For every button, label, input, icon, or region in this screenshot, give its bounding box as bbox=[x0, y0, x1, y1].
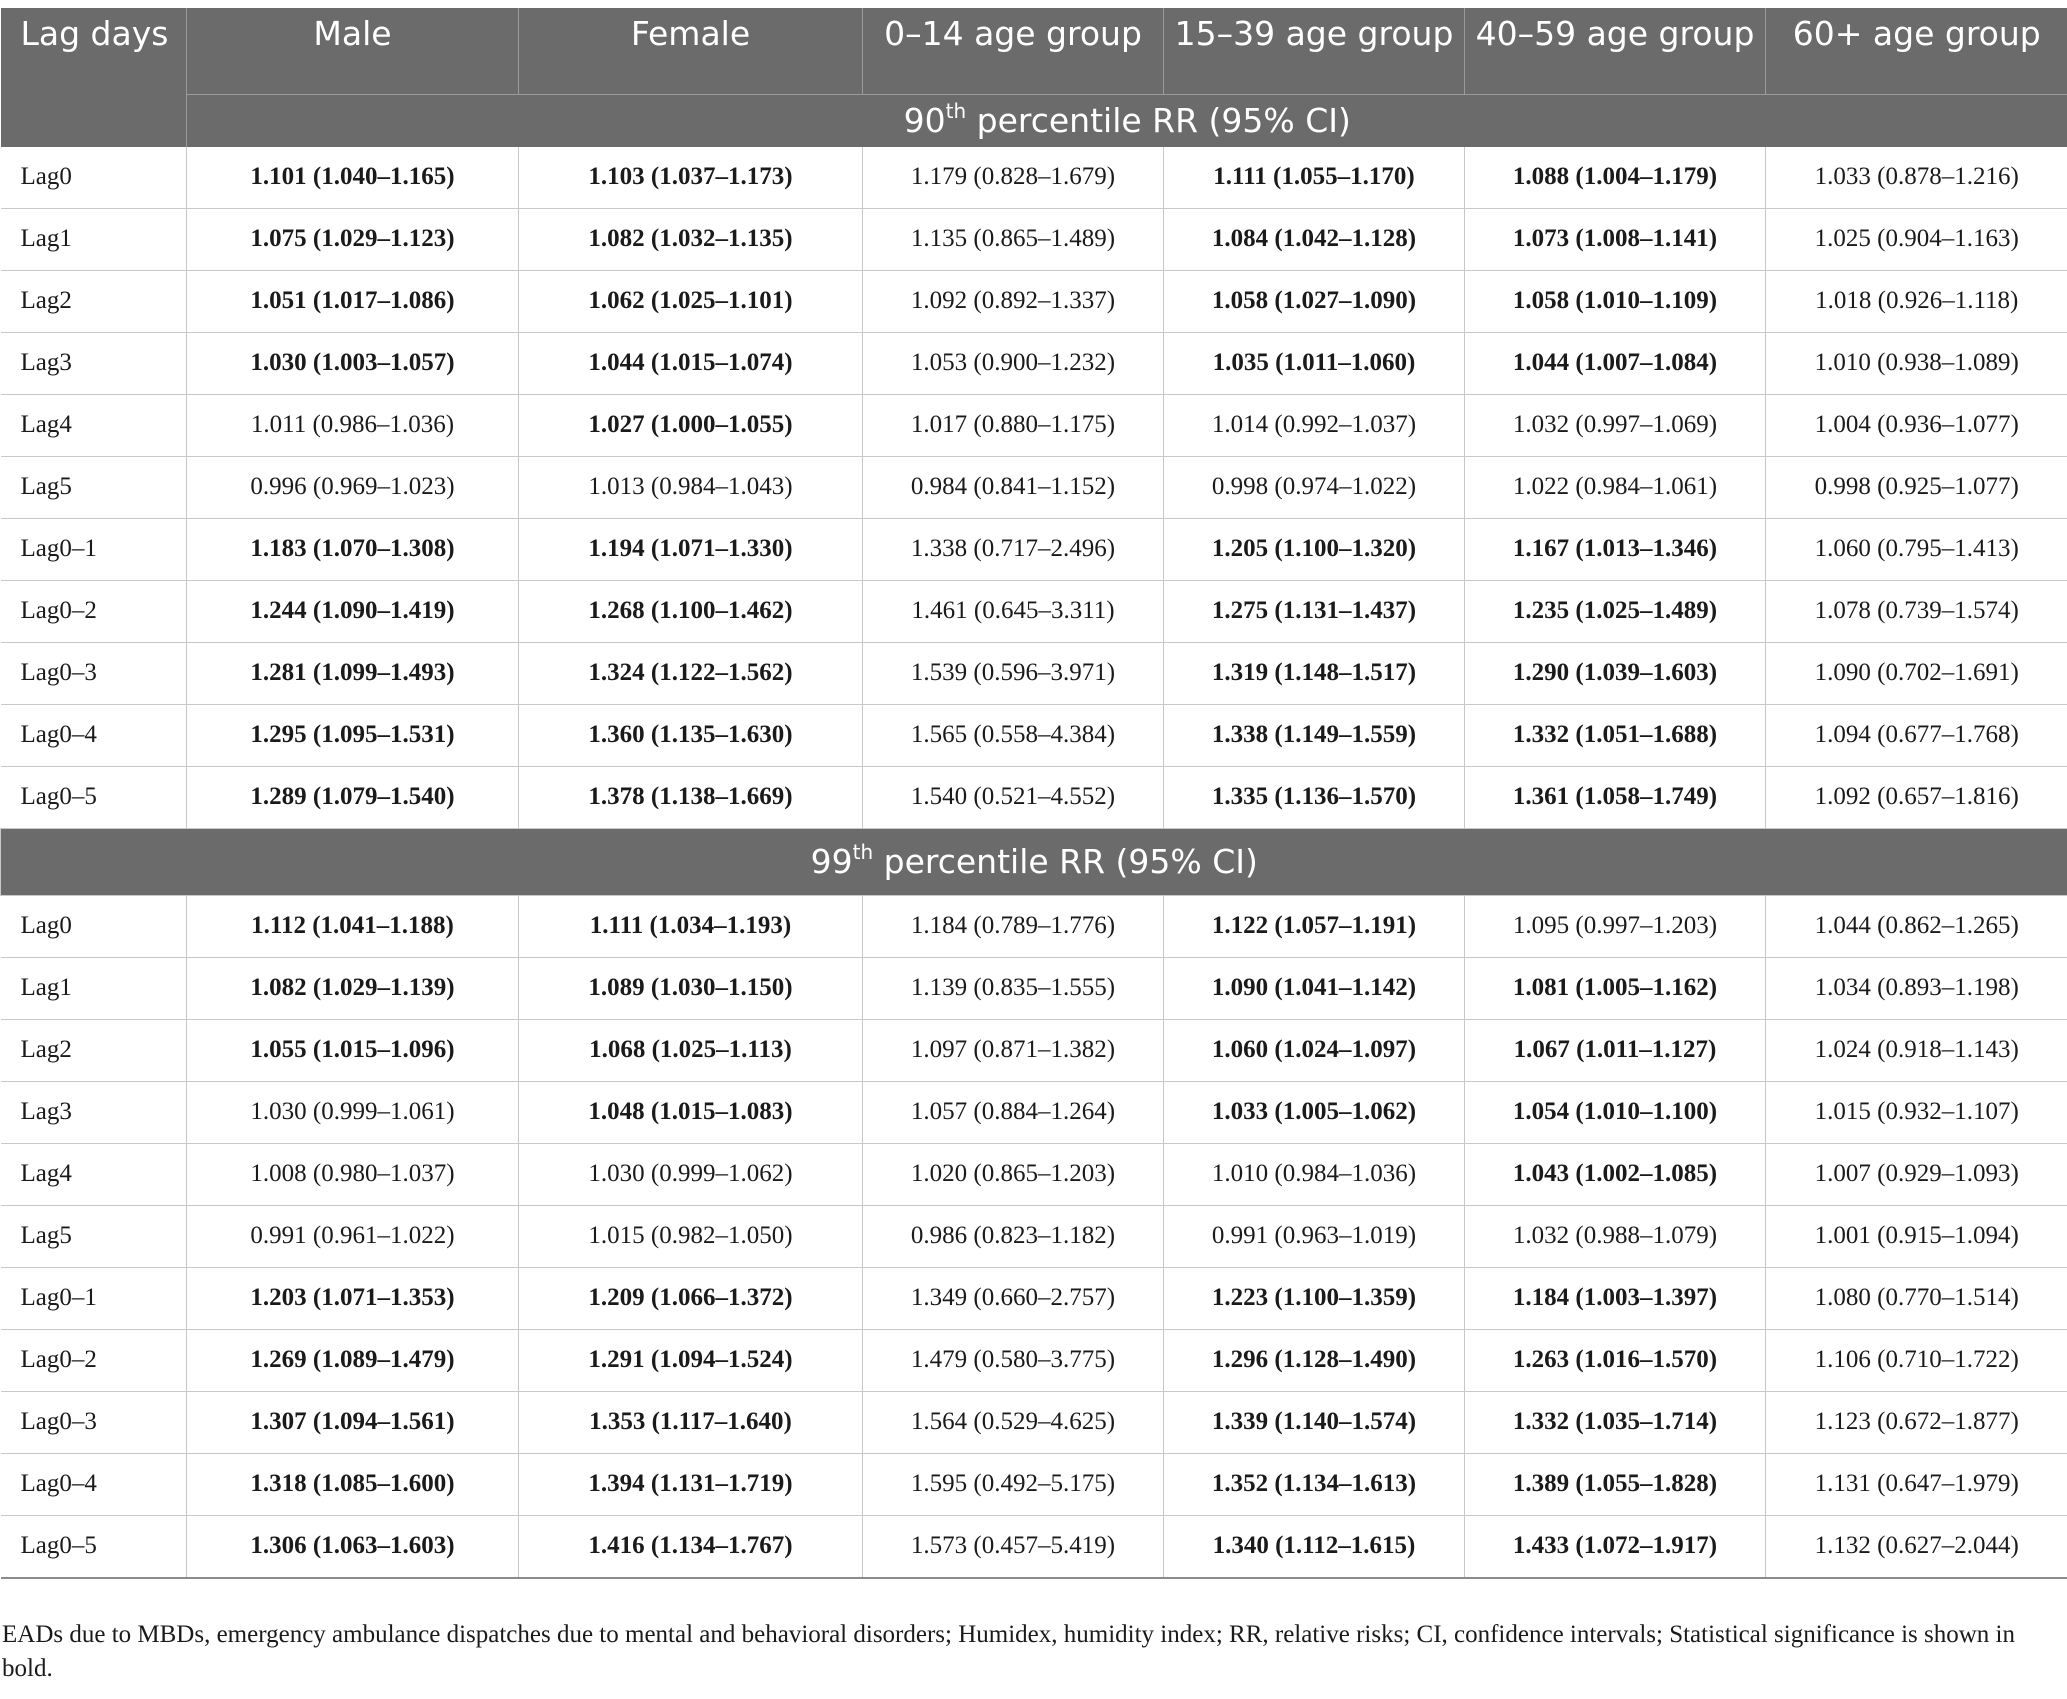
rr-cell: 1.097 (0.871–1.382) bbox=[863, 1019, 1164, 1081]
rr-cell: 1.318 (1.085–1.600) bbox=[187, 1453, 519, 1515]
table-row bbox=[1, 1019, 2067, 1081]
lag-cell: Lag3 bbox=[1, 332, 187, 394]
lag-cell: Lag0–3 bbox=[1, 642, 187, 704]
rr-cell: 1.324 (1.122–1.562) bbox=[519, 642, 863, 704]
rr-cell: 0.991 (0.961–1.022) bbox=[187, 1205, 519, 1267]
rr-cell: 0.986 (0.823–1.182) bbox=[863, 1205, 1164, 1267]
rr-cell: 1.433 (1.072–1.917) bbox=[1465, 1515, 1766, 1578]
table-row bbox=[1, 1205, 2067, 1267]
rr-cell: 1.080 (0.770–1.514) bbox=[1766, 1267, 2067, 1329]
rr-cell: 1.055 (1.015–1.096) bbox=[187, 1019, 519, 1081]
rr-cell: 1.043 (1.002–1.085) bbox=[1465, 1143, 1766, 1205]
results-table-container bbox=[0, 8, 2067, 1579]
lag-cell: Lag0–5 bbox=[1, 1515, 187, 1578]
rr-cell: 1.024 (0.918–1.143) bbox=[1766, 1019, 2067, 1081]
rr-cell: 1.205 (1.100–1.320) bbox=[1164, 518, 1465, 580]
rr-cell: 0.996 (0.969–1.023) bbox=[187, 456, 519, 518]
rr-cell: 1.295 (1.095–1.531) bbox=[187, 704, 519, 766]
rr-cell: 1.340 (1.112–1.615) bbox=[1164, 1515, 1465, 1578]
rr-cell: 1.595 (0.492–5.175) bbox=[863, 1453, 1164, 1515]
rr-cell: 1.082 (1.029–1.139) bbox=[187, 957, 519, 1019]
rr-cell: 1.004 (0.936–1.077) bbox=[1766, 394, 2067, 456]
rr-cell: 1.338 (0.717–2.496) bbox=[863, 518, 1164, 580]
table-row bbox=[1, 642, 2067, 704]
rr-cell: 1.058 (1.010–1.109) bbox=[1465, 270, 1766, 332]
header-female: Female bbox=[519, 8, 863, 94]
table-row bbox=[1, 1453, 2067, 1515]
header-age-40-59: 40–59 age group bbox=[1465, 8, 1766, 94]
rr-cell: 1.389 (1.055–1.828) bbox=[1465, 1453, 1766, 1515]
header-age-15-39: 15–39 age group bbox=[1164, 8, 1465, 94]
section-title-99th-prefix: 99 bbox=[810, 842, 853, 881]
section-90th-body bbox=[1, 147, 2067, 829]
rr-cell: 1.015 (0.932–1.107) bbox=[1766, 1081, 2067, 1143]
table-row bbox=[1, 1081, 2067, 1143]
rr-cell: 1.479 (0.580–3.775) bbox=[863, 1329, 1164, 1391]
rr-cell: 1.095 (0.997–1.203) bbox=[1465, 895, 1766, 957]
rr-cell: 1.564 (0.529–4.625) bbox=[863, 1391, 1164, 1453]
rr-cell: 1.014 (0.992–1.037) bbox=[1164, 394, 1465, 456]
rr-cell: 1.123 (0.672–1.877) bbox=[1766, 1391, 2067, 1453]
rr-cell: 1.090 (0.702–1.691) bbox=[1766, 642, 2067, 704]
rr-cell: 1.360 (1.135–1.630) bbox=[519, 704, 863, 766]
rr-cell: 1.084 (1.042–1.128) bbox=[1164, 208, 1465, 270]
rr-cell: 1.090 (1.041–1.142) bbox=[1164, 957, 1465, 1019]
rr-cell: 1.296 (1.128–1.490) bbox=[1164, 1329, 1465, 1391]
rr-cell: 1.378 (1.138–1.669) bbox=[519, 766, 863, 828]
lag-cell: Lag1 bbox=[1, 957, 187, 1019]
table-row bbox=[1, 895, 2067, 957]
rr-cell: 1.027 (1.000–1.055) bbox=[519, 394, 863, 456]
rr-cell: 1.183 (1.070–1.308) bbox=[187, 518, 519, 580]
rr-cell: 1.132 (0.627–2.044) bbox=[1766, 1515, 2067, 1578]
rr-cell: 1.573 (0.457–5.419) bbox=[863, 1515, 1164, 1578]
rr-cell: 1.139 (0.835–1.555) bbox=[863, 957, 1164, 1019]
rr-cell: 1.033 (1.005–1.062) bbox=[1164, 1081, 1465, 1143]
section-99th-header bbox=[1, 828, 2067, 895]
rr-cell: 0.984 (0.841–1.152) bbox=[863, 456, 1164, 518]
rr-cell: 1.020 (0.865–1.203) bbox=[863, 1143, 1164, 1205]
lag-cell: Lag0–1 bbox=[1, 518, 187, 580]
rr-cell: 1.235 (1.025–1.489) bbox=[1465, 580, 1766, 642]
rr-cell: 1.135 (0.865–1.489) bbox=[863, 208, 1164, 270]
rr-cell: 1.030 (1.003–1.057) bbox=[187, 332, 519, 394]
lag-cell: Lag3 bbox=[1, 1081, 187, 1143]
rr-cell: 1.048 (1.015–1.083) bbox=[519, 1081, 863, 1143]
lag-cell: Lag0–5 bbox=[1, 766, 187, 828]
rr-cell: 1.034 (0.893–1.198) bbox=[1766, 957, 2067, 1019]
rr-cell: 1.353 (1.117–1.640) bbox=[519, 1391, 863, 1453]
subheader-row bbox=[1, 94, 2067, 147]
rr-cell: 1.394 (1.131–1.719) bbox=[519, 1453, 863, 1515]
rr-cell: 1.101 (1.040–1.165) bbox=[187, 147, 519, 209]
lag-cell: Lag0–2 bbox=[1, 580, 187, 642]
rr-cell: 1.075 (1.029–1.123) bbox=[187, 208, 519, 270]
rr-cell: 1.335 (1.136–1.570) bbox=[1164, 766, 1465, 828]
rr-cell: 1.203 (1.071–1.353) bbox=[187, 1267, 519, 1329]
rr-cell: 1.361 (1.058–1.749) bbox=[1465, 766, 1766, 828]
rr-cell: 1.088 (1.004–1.179) bbox=[1465, 147, 1766, 209]
rr-cell: 1.035 (1.011–1.060) bbox=[1164, 332, 1465, 394]
rr-cell: 1.268 (1.100–1.462) bbox=[519, 580, 863, 642]
table-row bbox=[1, 1329, 2067, 1391]
table-row bbox=[1, 332, 2067, 394]
lag-cell: Lag2 bbox=[1, 1019, 187, 1081]
rr-cell: 1.167 (1.013–1.346) bbox=[1465, 518, 1766, 580]
rr-cell: 1.053 (0.900–1.232) bbox=[863, 332, 1164, 394]
section-title-90th-prefix: 90 bbox=[903, 101, 946, 140]
rr-cell: 1.057 (0.884–1.264) bbox=[863, 1081, 1164, 1143]
rr-cell: 1.081 (1.005–1.162) bbox=[1465, 957, 1766, 1019]
table-row bbox=[1, 518, 2067, 580]
rr-cell: 1.062 (1.025–1.101) bbox=[519, 270, 863, 332]
rr-cell: 1.089 (1.030–1.150) bbox=[519, 957, 863, 1019]
rr-cell: 1.078 (0.739–1.574) bbox=[1766, 580, 2067, 642]
rr-cell: 1.025 (0.904–1.163) bbox=[1766, 208, 2067, 270]
table-row bbox=[1, 1143, 2067, 1205]
rr-cell: 1.184 (0.789–1.776) bbox=[863, 895, 1164, 957]
table-row bbox=[1, 957, 2067, 1019]
lag-cell: Lag0–2 bbox=[1, 1329, 187, 1391]
rr-cell: 1.179 (0.828–1.679) bbox=[863, 147, 1164, 209]
table-row bbox=[1, 147, 2067, 209]
rr-cell: 1.017 (0.880–1.175) bbox=[863, 394, 1164, 456]
table-row bbox=[1, 766, 2067, 828]
rr-cell: 1.352 (1.134–1.613) bbox=[1164, 1453, 1465, 1515]
rr-cell: 1.281 (1.099–1.493) bbox=[187, 642, 519, 704]
section-title-99th-sup: th bbox=[852, 840, 874, 864]
rr-cell: 1.011 (0.986–1.036) bbox=[187, 394, 519, 456]
section-title-99th bbox=[1, 828, 2067, 895]
table-row bbox=[1, 456, 2067, 518]
section-99th-body bbox=[1, 895, 2067, 1578]
rr-cell: 1.103 (1.037–1.173) bbox=[519, 147, 863, 209]
rr-cell: 1.291 (1.094–1.524) bbox=[519, 1329, 863, 1391]
lag-cell: Lag4 bbox=[1, 394, 187, 456]
rr-cell: 1.111 (1.034–1.193) bbox=[519, 895, 863, 957]
rr-cell: 1.112 (1.041–1.188) bbox=[187, 895, 519, 957]
rr-cell: 1.194 (1.071–1.330) bbox=[519, 518, 863, 580]
rr-cell: 1.289 (1.079–1.540) bbox=[187, 766, 519, 828]
section-title-row-99th bbox=[1, 828, 2067, 895]
rr-cell: 1.032 (0.988–1.079) bbox=[1465, 1205, 1766, 1267]
table-row bbox=[1, 1391, 2067, 1453]
rr-cell: 1.054 (1.010–1.100) bbox=[1465, 1081, 1766, 1143]
rr-cell: 1.030 (0.999–1.062) bbox=[519, 1143, 863, 1205]
rr-cell: 1.010 (0.984–1.036) bbox=[1164, 1143, 1465, 1205]
rr-cell: 1.540 (0.521–4.552) bbox=[863, 766, 1164, 828]
rr-cell: 1.223 (1.100–1.359) bbox=[1164, 1267, 1465, 1329]
rr-cell: 1.106 (0.710–1.722) bbox=[1766, 1329, 2067, 1391]
lag-cell: Lag0–4 bbox=[1, 1453, 187, 1515]
rr-cell: 1.565 (0.558–4.384) bbox=[863, 704, 1164, 766]
section-title-99th-suffix: percentile RR (95% CI) bbox=[873, 842, 1258, 881]
rr-cell: 1.539 (0.596–3.971) bbox=[863, 642, 1164, 704]
section-title-90th bbox=[187, 94, 2067, 147]
section-title-90th-suffix: percentile RR (95% CI) bbox=[966, 101, 1351, 140]
lag-cell: Lag5 bbox=[1, 456, 187, 518]
rr-cell: 1.332 (1.035–1.714) bbox=[1465, 1391, 1766, 1453]
header-lag-days: Lag days bbox=[1, 8, 187, 94]
rr-cell: 1.122 (1.057–1.191) bbox=[1164, 895, 1465, 957]
rr-cell: 1.008 (0.980–1.037) bbox=[187, 1143, 519, 1205]
rr-cell: 1.044 (1.015–1.074) bbox=[519, 332, 863, 394]
header-row bbox=[1, 8, 2067, 94]
section-title-90th-sup: th bbox=[945, 99, 967, 123]
lag-cell: Lag0 bbox=[1, 895, 187, 957]
rr-cell: 1.339 (1.140–1.574) bbox=[1164, 1391, 1465, 1453]
lag-cell: Lag0–3 bbox=[1, 1391, 187, 1453]
rr-cell: 1.001 (0.915–1.094) bbox=[1766, 1205, 2067, 1267]
lag-cell: Lag1 bbox=[1, 208, 187, 270]
rr-cell: 1.349 (0.660–2.757) bbox=[863, 1267, 1164, 1329]
rr-cell: 1.030 (0.999–1.061) bbox=[187, 1081, 519, 1143]
rr-cell: 1.060 (0.795–1.413) bbox=[1766, 518, 2067, 580]
rr-cell: 1.082 (1.032–1.135) bbox=[519, 208, 863, 270]
rr-cell: 1.033 (0.878–1.216) bbox=[1766, 147, 2067, 209]
rr-cell: 1.022 (0.984–1.061) bbox=[1465, 456, 1766, 518]
rr-cell: 1.290 (1.039–1.603) bbox=[1465, 642, 1766, 704]
rr-cell: 1.269 (1.089–1.479) bbox=[187, 1329, 519, 1391]
rr-cell: 1.275 (1.131–1.437) bbox=[1164, 580, 1465, 642]
rr-cell: 1.461 (0.645–3.311) bbox=[863, 580, 1164, 642]
rr-cell: 1.032 (0.997–1.069) bbox=[1465, 394, 1766, 456]
rr-cell: 1.058 (1.027–1.090) bbox=[1164, 270, 1465, 332]
rr-cell: 1.416 (1.134–1.767) bbox=[519, 1515, 863, 1578]
rr-cell: 1.018 (0.926–1.118) bbox=[1766, 270, 2067, 332]
rr-cell: 1.307 (1.094–1.561) bbox=[187, 1391, 519, 1453]
lag-cell: Lag0 bbox=[1, 147, 187, 209]
table-footnote: EADs due to MBDs, emergency ambulance dispatches due to mental and behavioral disorders; Humidex, humidity index; RR, relative risks; CI, confidence intervals; Statistical significance is shown in bold. bbox=[2, 1621, 2015, 1682]
rr-cell: 1.060 (1.024–1.097) bbox=[1164, 1019, 1465, 1081]
rr-cell: 1.244 (1.090–1.419) bbox=[187, 580, 519, 642]
table-row bbox=[1, 704, 2067, 766]
rr-cell: 1.051 (1.017–1.086) bbox=[187, 270, 519, 332]
rr-cell: 1.332 (1.051–1.688) bbox=[1465, 704, 1766, 766]
table-header bbox=[1, 8, 2067, 147]
rr-cell: 1.094 (0.677–1.768) bbox=[1766, 704, 2067, 766]
rr-cell: 1.319 (1.148–1.517) bbox=[1164, 642, 1465, 704]
table-row bbox=[1, 208, 2067, 270]
rr-cell: 1.263 (1.016–1.570) bbox=[1465, 1329, 1766, 1391]
rr-cell: 1.306 (1.063–1.603) bbox=[187, 1515, 519, 1578]
rr-cell: 0.998 (0.925–1.077) bbox=[1766, 456, 2067, 518]
rr-cell: 1.010 (0.938–1.089) bbox=[1766, 332, 2067, 394]
rr-cell: 1.338 (1.149–1.559) bbox=[1164, 704, 1465, 766]
rr-cell: 1.111 (1.055–1.170) bbox=[1164, 147, 1465, 209]
rr-cell: 1.044 (1.007–1.084) bbox=[1465, 332, 1766, 394]
header-male: Male bbox=[187, 8, 519, 94]
rr-cell: 1.067 (1.011–1.127) bbox=[1465, 1019, 1766, 1081]
rr-cell: 0.991 (0.963–1.019) bbox=[1164, 1205, 1465, 1267]
table-row bbox=[1, 270, 2067, 332]
rr-cell: 1.068 (1.025–1.113) bbox=[519, 1019, 863, 1081]
table-row bbox=[1, 580, 2067, 642]
header-age-0-14: 0–14 age group bbox=[863, 8, 1164, 94]
results-table bbox=[0, 8, 2067, 1579]
rr-cell: 1.015 (0.982–1.050) bbox=[519, 1205, 863, 1267]
lag-cell: Lag2 bbox=[1, 270, 187, 332]
rr-cell: 1.073 (1.008–1.141) bbox=[1465, 208, 1766, 270]
table-row bbox=[1, 394, 2067, 456]
subheader-blank bbox=[1, 94, 187, 147]
rr-cell: 1.131 (0.647–1.979) bbox=[1766, 1453, 2067, 1515]
rr-cell: 1.013 (0.984–1.043) bbox=[519, 456, 863, 518]
header-age-60-plus: 60+ age group bbox=[1766, 8, 2067, 94]
table-row bbox=[1, 1267, 2067, 1329]
lag-cell: Lag5 bbox=[1, 1205, 187, 1267]
lag-cell: Lag0–4 bbox=[1, 704, 187, 766]
rr-cell: 1.092 (0.657–1.816) bbox=[1766, 766, 2067, 828]
table-row bbox=[1, 1515, 2067, 1578]
rr-cell: 0.998 (0.974–1.022) bbox=[1164, 456, 1465, 518]
rr-cell: 1.092 (0.892–1.337) bbox=[863, 270, 1164, 332]
rr-cell: 1.007 (0.929–1.093) bbox=[1766, 1143, 2067, 1205]
rr-cell: 1.184 (1.003–1.397) bbox=[1465, 1267, 1766, 1329]
rr-cell: 1.044 (0.862–1.265) bbox=[1766, 895, 2067, 957]
rr-cell: 1.209 (1.066–1.372) bbox=[519, 1267, 863, 1329]
lag-cell: Lag0–1 bbox=[1, 1267, 187, 1329]
lag-cell: Lag4 bbox=[1, 1143, 187, 1205]
